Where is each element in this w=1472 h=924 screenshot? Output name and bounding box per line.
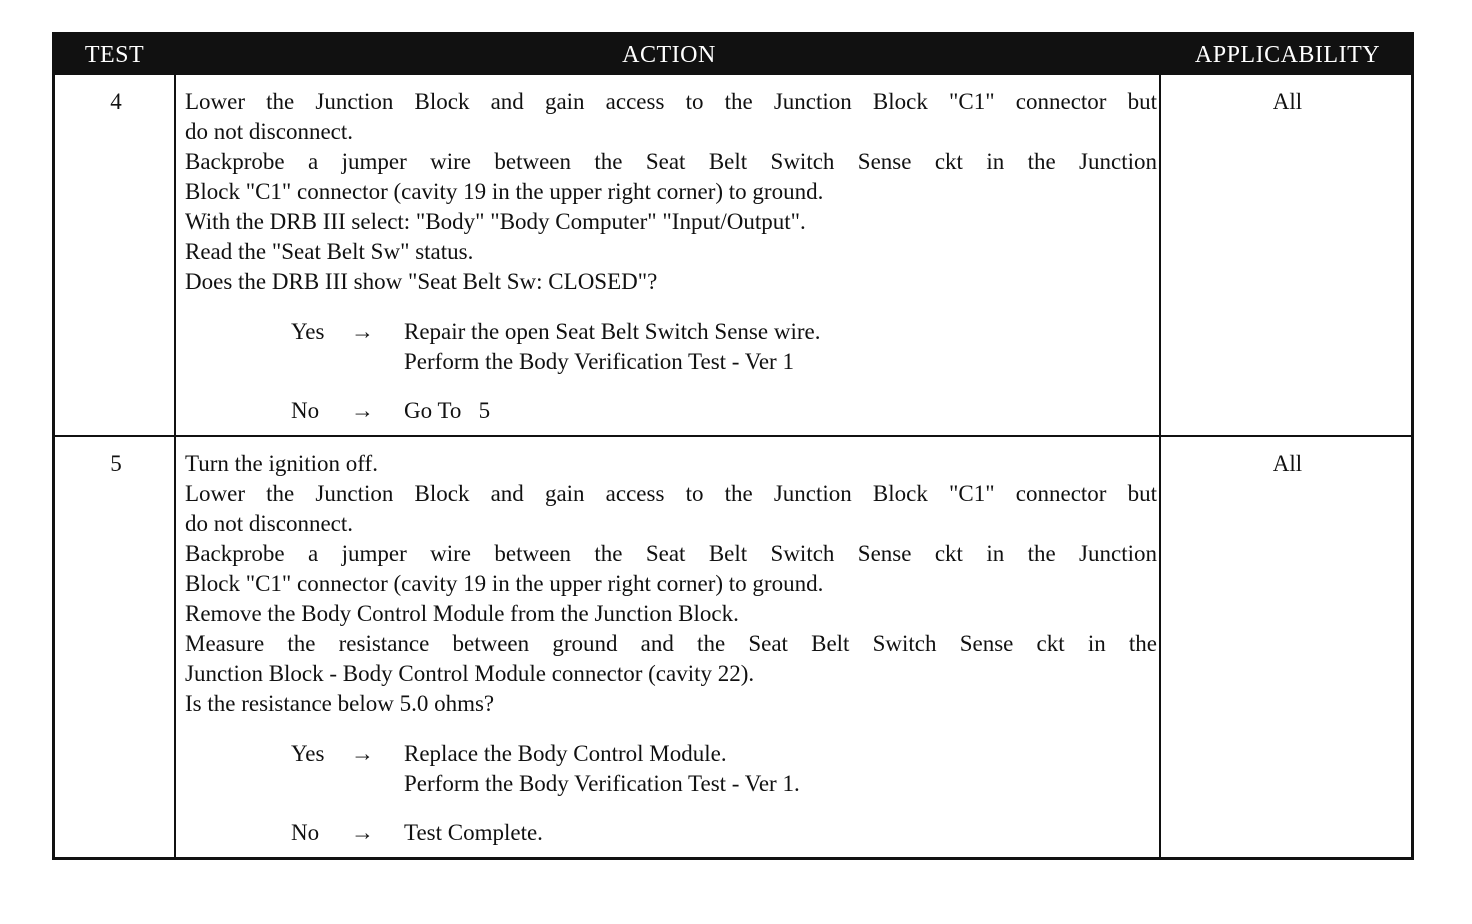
action-line: Lower the Junction Block and gain access to the Junction Block "C1" connector but [185, 89, 1157, 114]
applicability-value: All [1272, 89, 1303, 114]
yes-label: Yes [291, 319, 325, 344]
no-text: Test Complete. [404, 820, 543, 845]
action-line: Does the DRB III show "Seat Belt Sw: CLOSED"? [185, 269, 658, 294]
action-line: Read the "Seat Belt Sw" status. [185, 239, 474, 264]
yes-text: Repair the open Seat Belt Switch Sense wire. [404, 319, 821, 344]
action-line: Junction Block - Body Control Module connector (cavity 22). [185, 661, 755, 686]
no-label: No [291, 820, 320, 845]
action-line: Backprobe a jumper wire between the Seat Belt Switch Sense ckt in the Junction [185, 149, 1157, 174]
action-line: With the DRB III select: "Body" "Body Computer" "Input/Output". [185, 209, 806, 234]
action-line: Turn the ignition off. [185, 451, 378, 476]
table-header [55, 35, 1411, 75]
action-line: Backprobe a jumper wire between the Seat Belt Switch Sense ckt in the Junction [185, 541, 1157, 566]
arrow-right-icon: → [351, 741, 374, 766]
test-number: 5 [110, 451, 122, 476]
arrow-right-icon: → [351, 319, 374, 344]
action-line: Block "C1" connector (cavity 19 in the upper right corner) to ground. [185, 179, 824, 204]
action-line: Lower the Junction Block and gain access to the Junction Block "C1" connector but [185, 481, 1157, 506]
action-line: Measure the resistance between ground and the Seat Belt Switch Sense ckt in the [185, 631, 1157, 656]
no-text: Go To 5 [404, 398, 491, 423]
yes-text: Replace the Body Control Module. [404, 741, 727, 766]
test-number: 4 [110, 89, 122, 114]
action-line: Block "C1" connector (cavity 19 in the upper right corner) to ground. [185, 571, 824, 596]
header-applicability: APPLICABILITY [1194, 42, 1381, 68]
header-test: TEST [84, 42, 145, 68]
diagnostic-test-table [52, 32, 1414, 860]
no-label: No [291, 398, 320, 423]
action-line: Is the resistance below 5.0 ohms? [185, 691, 495, 716]
header-action: ACTION [622, 42, 716, 68]
action-text [185, 87, 1157, 297]
yes-text: Perform the Body Verification Test - Ver 1. [404, 771, 800, 796]
action-line: do not disconnect. [185, 511, 353, 536]
table-row [55, 437, 1411, 857]
action-text [185, 449, 1157, 719]
yes-text: Perform the Body Verification Test - Ver 1 [404, 349, 794, 374]
yes-label: Yes [291, 741, 325, 766]
action-line: Remove the Body Control Module from the Junction Block. [185, 601, 739, 626]
action-line: do not disconnect. [185, 119, 353, 144]
table-row [55, 75, 1411, 435]
arrow-right-icon: → [351, 398, 374, 423]
arrow-right-icon: → [351, 820, 374, 845]
applicability-value: All [1272, 451, 1303, 476]
